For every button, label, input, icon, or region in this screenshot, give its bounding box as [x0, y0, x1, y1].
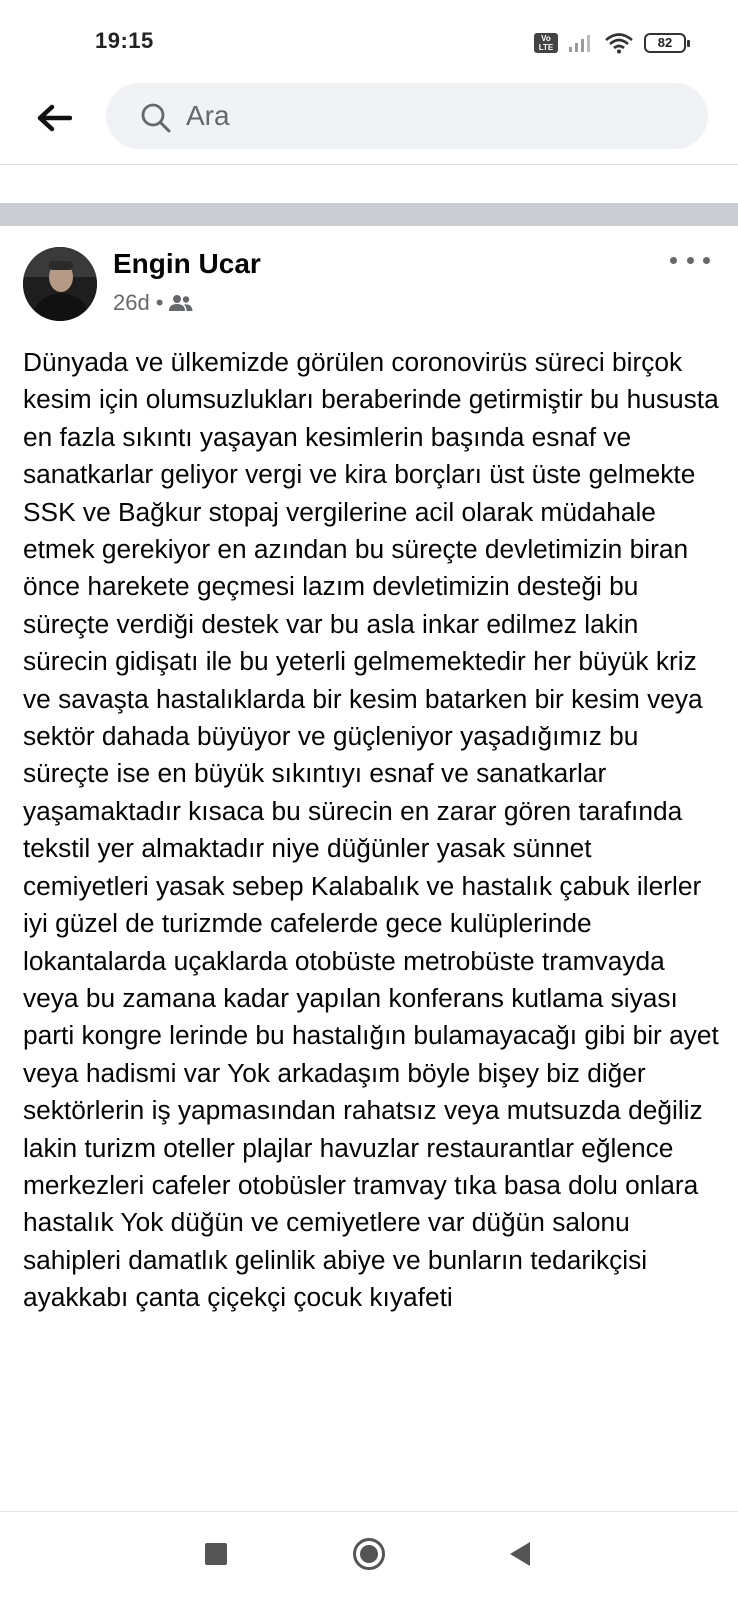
avatar[interactable]: [23, 247, 97, 321]
author-name[interactable]: Engin Ucar: [113, 248, 261, 279]
search-icon: [140, 102, 172, 134]
back-button[interactable]: [32, 96, 76, 140]
status-bar: [0, 0, 738, 80]
battery-icon: 82: [644, 33, 686, 53]
meta-separator: •: [155, 290, 164, 315]
signal-icon: [568, 33, 594, 53]
volte-icon: Vo LTE: [534, 33, 558, 53]
wifi-icon: [604, 32, 634, 54]
recent-apps-button[interactable]: [205, 1543, 227, 1565]
more-dot-icon: [703, 257, 710, 264]
search-input[interactable]: [186, 83, 686, 149]
section-separator: [0, 203, 738, 226]
post-meta: [113, 290, 193, 316]
post-text: Dünyada ve ülkemizde görülen coronovirüs süreci birçok kesim için olumsuzlukları beraberinde getirmiştir bu hususta en fazla sıkıntı yaşayan kesimlerin başında esnaf ve sanatkarlar geliyor vergi ve kira borçları üst üste gelmekte SSK ve Bağkur stopaj vergilerine acil olarak müdahale etmek gerekiyor en azından bu süreçte devletimizin biran önce harekete geçmesi lazım devletimizin desteği bu süreçte verdiği destek var bu asla inkar edilmez lakin sürecin gidişatı ile bu yeterli gelmemektedir her büyük kriz ve savaşta hastalıklarda bir kesim batarken bir kesim veya sektör dahada büyüyor ve güçleniyor yaşadığımız bu süreçte ise en büyük sıkıntıyı esnaf ve sanatkarlar yaşamaktadır kısaca bu sürecin en zarar gören tarafında tekstil yer almaktadır niye düğünler yasak sünnet cemiyetleri yasak sebep Kalabalık ve hastalık çabuk ilerler iyi güzel de turizmde cafelerde gece kulüplerinde lokantalarda uçaklarda otobüste metrobüste tramvayda veya bu zamana kadar yapılan konferans kutlama siyası parti kongre lerinde bu hastalığın bulamayacağı gibi bir ayet veya hadismi var Yok arkadaşım böyle bişey biz diğer sektörlerin iş yapmasından rahatsız veya mutsuzda değiliz lakin turizm oteller plajlar havuzlar restaurantlar eğlence merkezleri cafeler otobüsler tramvay tıka basa dolu onlara hastalık Yok düğün ve cemiyetlere var düğün salonu sahipleri damatlık gelinlik abiye ve bunların tedarikçisi ayakkabı çanta çiçekçi çocuk kıyafeti: [23, 347, 719, 1313]
nav-back-button[interactable]: [508, 1541, 532, 1567]
system-nav-bar: [0, 1511, 738, 1601]
status-time: 19:15: [95, 28, 154, 53]
more-options-button[interactable]: [670, 250, 710, 270]
post-time[interactable]: 26d: [113, 290, 150, 315]
friends-icon: [169, 294, 193, 312]
back-arrow-icon: [36, 103, 72, 133]
more-dot-icon: [670, 257, 677, 264]
more-dot-icon: [687, 257, 694, 264]
home-button[interactable]: [352, 1537, 386, 1571]
search-box[interactable]: [106, 83, 708, 149]
status-icons: [534, 30, 686, 56]
search-header: [0, 80, 738, 165]
